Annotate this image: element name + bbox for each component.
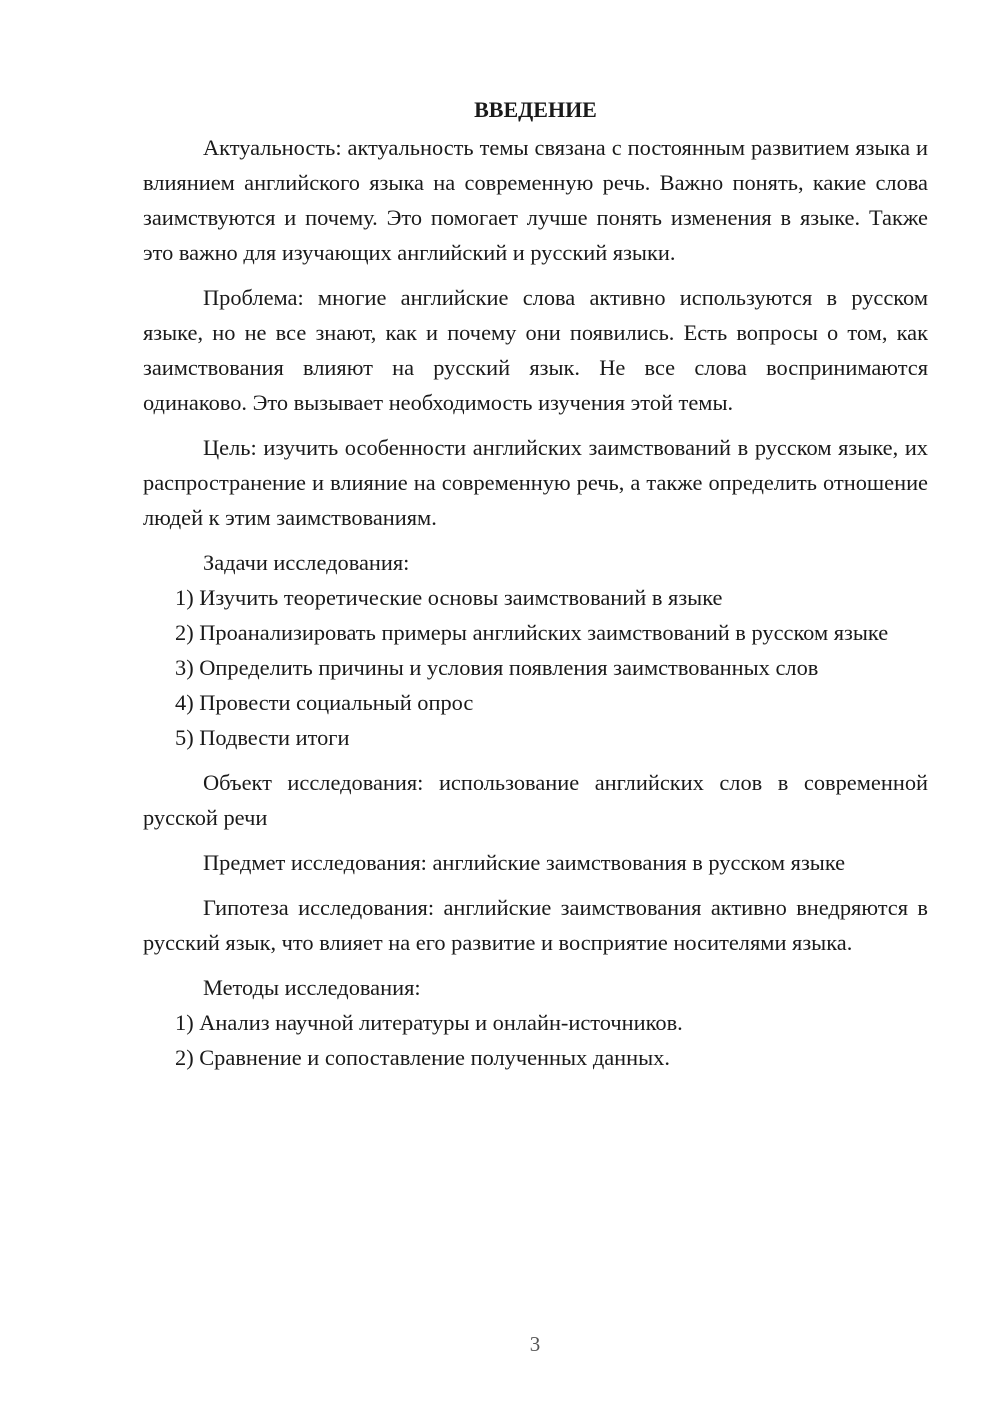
problem-paragraph: Проблема: многие английские слова активно используются в русском языке, но не все знают, как и почему они появились. Есть вопросы о том, как заимствования влияют на русский язык. Не все слова воспринимаются одинаково. Это вызывает необходимость изучения этой темы. (143, 285, 928, 415)
object-paragraph: Объект исследования: использование английских слов в современной русской речи (143, 770, 928, 830)
page-title: ВВЕДЕНИЕ (474, 97, 597, 122)
method-item-1: 1) Анализ научной литературы и онлайн-источников. (175, 1010, 683, 1035)
subject-paragraph: Предмет исследования: английские заимствования в русском языке (203, 850, 846, 875)
task-item-3: 3) Определить причины и условия появления заимствованных слов (175, 655, 819, 680)
tasks-heading: Задачи исследования: (203, 550, 410, 575)
goal-paragraph: Цель: изучить особенности английских заимствований в русском языке, их распространение и влияние на современную речь, а также определить отношение людей к этим заимствованиям. (143, 435, 928, 530)
page-number: 3 (529, 1332, 541, 1356)
document-page (143, 92, 928, 1075)
task-item-2: 2) Проанализировать примеры английских заимствований в русском языке (175, 620, 889, 645)
relevance-paragraph: Актуальность: актуальность темы связана с постоянным развитием языка и влиянием английского языка на современную речь. Важно понять, какие слова заимствуются и почему. Это помогает лучше понять изменения в языке. Также это важно для изучающих английский и русский языки. (143, 135, 928, 265)
hypothesis-paragraph: Гипотеза исследования: английские заимствования активно внедряются в русский язык, что влияет на его развитие и восприятие носителями языка. (143, 895, 928, 955)
methods-heading: Методы исследования: (203, 975, 421, 1000)
task-item-5: 5) Подвести итоги (175, 725, 350, 750)
task-item-1: 1) Изучить теоретические основы заимствований в языке (175, 585, 723, 610)
task-item-4: 4) Провести социальный опрос (175, 690, 474, 715)
method-item-2: 2) Сравнение и сопоставление полученных данных. (175, 1045, 670, 1070)
